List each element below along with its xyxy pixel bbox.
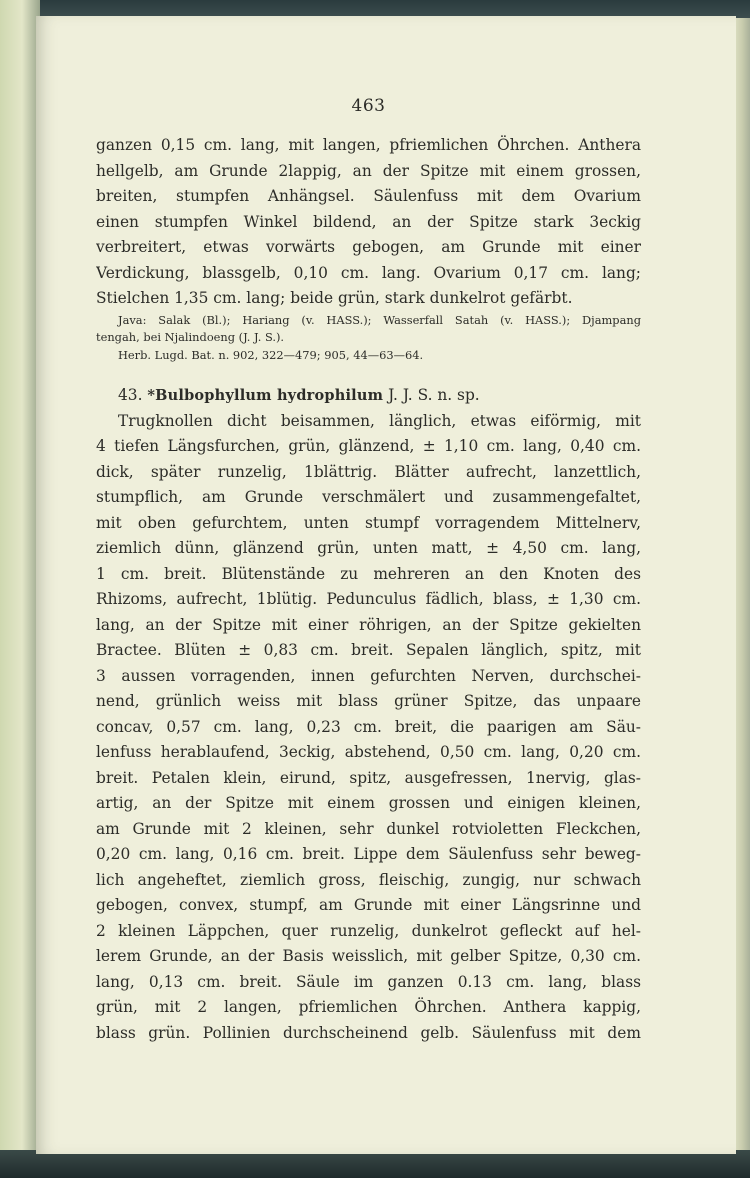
book-page xyxy=(36,16,736,1154)
text-line: lang, an der Spitze mit einer röhrigen, an der Spitze gekielten xyxy=(96,615,641,634)
text-line: lich angeheftet, ziemlich gross, fleischig, zungig, nur schwach xyxy=(96,870,641,889)
text-line: blass grün. Pollinien durchscheinend gelb. Säulenfuss mit dem xyxy=(96,1023,641,1042)
page-number: 463 xyxy=(351,96,386,116)
species-description xyxy=(96,409,641,1047)
species-heading xyxy=(96,383,641,409)
locality-line: tengah, bei Njalindoeng (J. J. S.). xyxy=(96,330,285,344)
text-line: breit. Petalen klein, eirund, spitz, ausgefressen, 1nervig, glas- xyxy=(96,768,641,787)
text-line: 1 cm. breit. Blütenstände zu mehreren an den Knoten des xyxy=(96,564,641,583)
text-line: ganzen 0,15 cm. lang, mit langen, pfriemlichen Öhrchen. Anthera xyxy=(96,136,641,154)
text-line: stumpflich, am Grunde verschmälert und zusammengefaltet, xyxy=(96,488,641,506)
text-line: am Grunde mit 2 kleinen, sehr dunkel rotvioletten Fleckchen, xyxy=(96,819,641,838)
herbarium-line: Herb. Lugd. Bat. n. 902, 322—479; 905, 44—63—64. xyxy=(118,347,424,362)
locality-line: Java: Salak (Bl.); Hariang (v. HASS.); Wasserfall Satah (v. HASS.); Djampang xyxy=(118,312,641,327)
text-line: 4 tiefen Längsfurchen, grün, glänzend, ± 1,10 cm. lang, 0,40 cm. xyxy=(96,437,641,455)
text-line: dick, später runzelig, 1blättrig. Blätter aufrecht, lanzettlich, xyxy=(96,462,641,481)
text-line: lang, 0,13 cm. breit. Säule im ganzen 0.13 cm. lang, blass xyxy=(96,972,641,991)
text-line: artig, an der Spitze mit einem grossen und einigen kleinen, xyxy=(96,794,641,812)
text-line: mit oben gefurchtem, unten stumpf vorragendem Mittelnerv, xyxy=(96,513,641,532)
text-line: Trugknollen dicht beisammen, länglich, etwas eiförmig, mit xyxy=(118,411,641,430)
paragraph-continued xyxy=(96,133,641,312)
locality-notes xyxy=(96,312,641,365)
text-line: breiten, stumpfen Anhängsel. Säulenfuss mit dem Ovarium xyxy=(96,187,641,205)
text-line: einen stumpfen Winkel bildend, an der Spitze stark 3eckig xyxy=(96,212,641,231)
species-name: *Bulbophyllum hydrophilum xyxy=(147,387,384,404)
binding-gutter xyxy=(0,0,40,1178)
scan-bottom-border xyxy=(0,1150,750,1178)
text-line: 2 kleinen Läppchen, quer runzelig, dunkelrot gefleckt auf hel- xyxy=(96,921,641,940)
text-line: hellgelb, am Grunde 2lappig, an der Spitze mit einem grossen, xyxy=(96,161,641,180)
text-line: Bractee. Blüten ± 0,83 cm. breit. Sepalen länglich, spitz, mit xyxy=(96,641,641,659)
page-content xyxy=(96,96,641,1046)
text-line: lenfuss herablaufend, 3eckig, abstehend, 0,50 cm. lang, 0,20 cm. xyxy=(96,743,641,761)
text-line: nend, grünlich weiss mit blass grüner Spitze, das unpaare xyxy=(96,692,641,710)
text-line: 0,20 cm. lang, 0,16 cm. breit. Lippe dem Säulenfuss sehr beweg- xyxy=(96,845,641,863)
text-line: gebogen, convex, stumpf, am Grunde mit einer Längsrinne und xyxy=(96,896,641,914)
text-line: 3 aussen vorragenden, innen gefurchten Nerven, durchschei- xyxy=(96,666,641,685)
text-line: verbreitert, etwas vorwärts gebogen, am Grunde mit einer xyxy=(96,238,641,256)
text-line: lerem Grunde, an der Basis weisslich, mit gelber Spitze, 0,30 cm. xyxy=(96,947,641,965)
text-line: ziemlich dünn, glänzend grün, unten matt, ± 4,50 cm. lang, xyxy=(96,539,641,557)
text-line: grün, mit 2 langen, pfriemlichen Öhrchen. Anthera kappig, xyxy=(96,998,641,1016)
text-line: Verdickung, blassgelb, 0,10 cm. lang. Ovarium 0,17 cm. lang; xyxy=(96,263,641,282)
text-line: Stielchen 1,35 cm. lang; beide grün, stark dunkelrot gefärbt. xyxy=(96,289,573,307)
species-authority: J. J. S. n. sp. xyxy=(388,386,480,404)
text-line: Rhizoms, aufrecht, 1blütig. Pedunculus fädlich, blass, ± 1,30 cm. xyxy=(96,590,641,608)
text-line: concav, 0,57 cm. lang, 0,23 cm. breit, die paarigen am Säu- xyxy=(96,717,641,736)
species-number: 43. xyxy=(118,386,143,404)
